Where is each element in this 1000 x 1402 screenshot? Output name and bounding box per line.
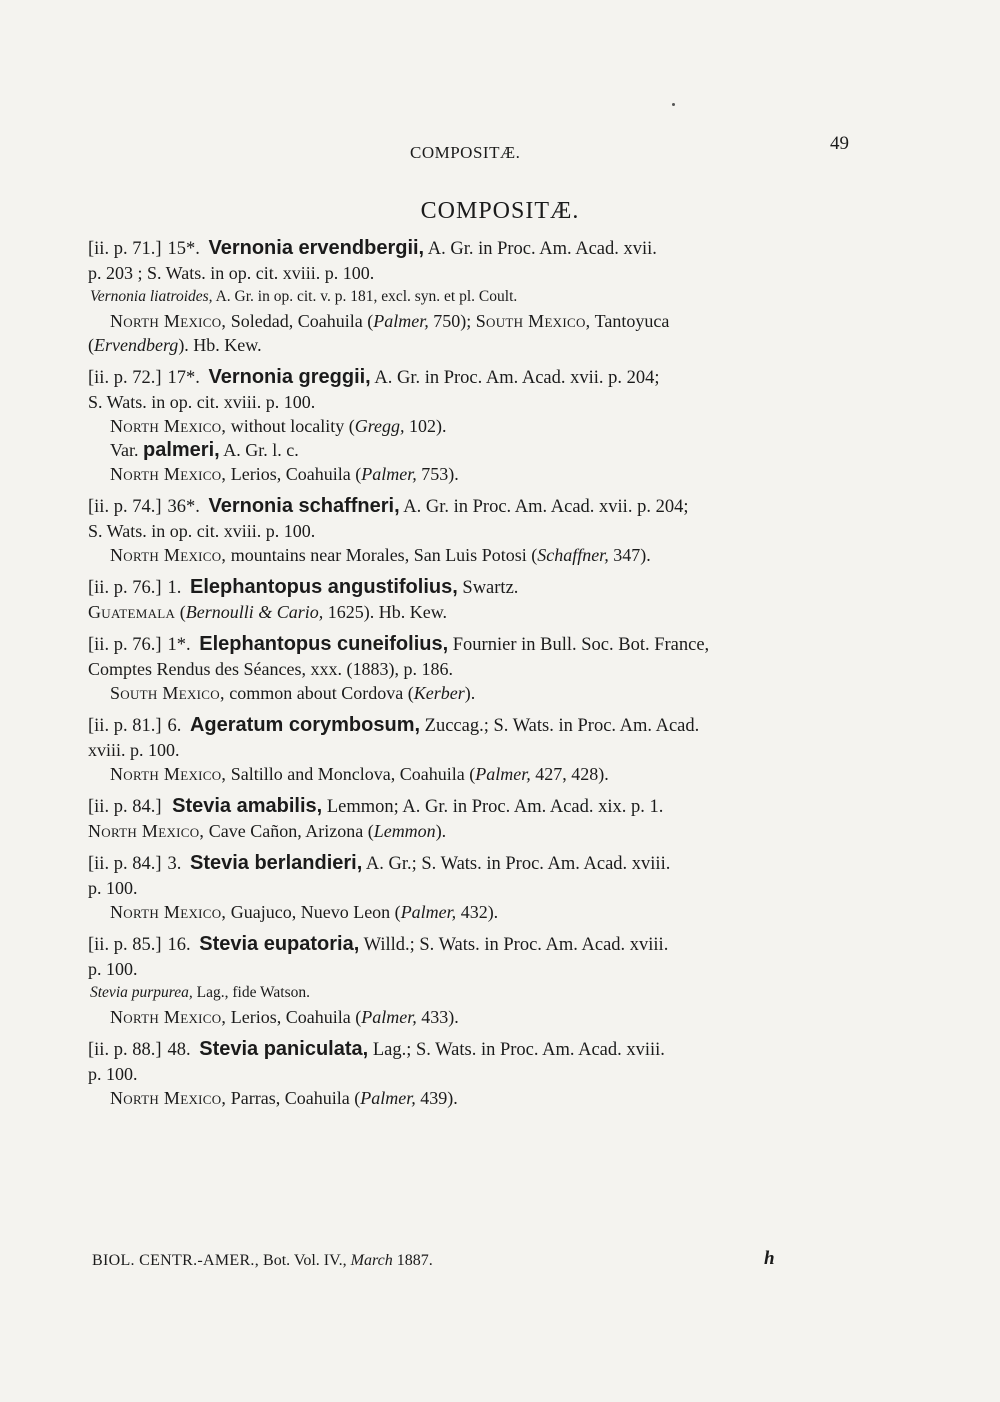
collector: Palmer,: [373, 311, 429, 331]
collector-number: 432).: [456, 902, 499, 922]
species-name: Stevia berlandieri,: [189, 852, 363, 874]
region: North Mexico,: [110, 545, 227, 565]
locality-text: common about Cordova (: [229, 683, 414, 703]
collector: Palmer,: [400, 902, 457, 922]
citation: Lemmon; A. Gr. in Proc. Am. Acad. xix. p. 1.: [326, 797, 664, 817]
locality-text-second: Tantoyuca: [594, 311, 670, 331]
page-number: 49: [830, 133, 849, 154]
citation: Willd.; S. Wats. in Proc. Am. Acad. xviii.: [363, 935, 669, 955]
synonym: [88, 285, 868, 309]
collector: Palmer,: [361, 1007, 417, 1027]
volume-reference: [ii. p. 84.]: [88, 854, 162, 874]
volume-reference: [ii. p. 76.]: [88, 578, 162, 598]
collector: Lemmon: [373, 821, 436, 841]
citation-continued: p. 100.: [88, 878, 138, 898]
region: North Mexico,: [110, 1088, 227, 1108]
locality: [88, 900, 868, 924]
collector-number: 750);: [428, 311, 476, 331]
region: North Mexico,: [110, 764, 227, 784]
locality-text: Cave Cañon, Arizona (: [208, 821, 374, 841]
species-name: Stevia paniculata,: [199, 1038, 369, 1060]
entry-heading: [88, 365, 868, 390]
synonym-citation: Lag., fide Watson.: [196, 984, 311, 1001]
citation: Zuccag.; S. Wats. in Proc. Am. Acad.: [424, 716, 700, 736]
species-number: 36*.: [167, 497, 200, 517]
species-entry: [88, 494, 868, 567]
species-name: Vernonia ervendbergii,: [208, 237, 425, 259]
entry-heading: [88, 494, 868, 519]
volume-reference: [ii. p. 88.]: [88, 1040, 162, 1060]
volume-reference: [ii. p. 72.]: [88, 368, 162, 388]
locality-text: Soledad, Coahuila (: [230, 311, 374, 331]
variety-heading: [88, 438, 868, 462]
species-name: Stevia eupatoria,: [199, 933, 360, 955]
citation-continued: xviii. p. 100.: [88, 740, 180, 760]
entry-heading: [88, 851, 868, 876]
volume-reference: [ii. p. 76.]: [88, 635, 162, 655]
region: North Mexico,: [88, 821, 205, 841]
locality-text: without locality (: [230, 416, 355, 436]
volume-reference: [ii. p. 71.]: [88, 239, 162, 259]
species-name: Vernonia greggii,: [208, 366, 371, 388]
locality-text: Saltillo and Monclova, Coahuila (: [230, 764, 476, 784]
citation-continued: Comptes Rendus des Séances, xxx. (1883), p. 186.: [88, 659, 453, 679]
citation-continued: p. 100.: [88, 1064, 138, 1084]
species-entry: [88, 794, 868, 843]
collector-number: 753).: [416, 464, 459, 484]
region: North Mexico,: [110, 464, 227, 484]
footer-citation: [92, 1252, 433, 1270]
collector: Kerber: [413, 683, 465, 703]
region: North Mexico,: [110, 416, 227, 436]
section-title: COMPOSITÆ.: [420, 198, 580, 224]
species-entry: [88, 1037, 868, 1110]
species-name: Ageratum corymbosum,: [189, 714, 421, 736]
collector-number: ).: [435, 821, 447, 841]
collector-number: 439).: [415, 1088, 458, 1108]
species-name: Elephantopus cuneifolius,: [199, 633, 449, 655]
region: North Mexico,: [110, 1007, 227, 1027]
species-entry: [88, 851, 868, 924]
species-entry: [88, 365, 868, 486]
footer-series: BIOL. CENTR.-AMER.,: [92, 1252, 260, 1269]
synonym-citation: A. Gr. in op. cit. v. p. 181, excl. syn. et pl. Coult.: [215, 288, 518, 305]
locality: [88, 1086, 868, 1110]
species-entry: [88, 713, 868, 786]
synonym-name: Vernonia liatroides,: [90, 288, 213, 305]
species-number: 17*.: [167, 368, 200, 388]
synonym-name: Stevia purpurea,: [90, 984, 193, 1001]
volume-reference: [ii. p. 74.]: [88, 497, 162, 517]
collector: Bernoulli & Cario,: [185, 602, 324, 622]
locality: [88, 543, 868, 567]
collector: Ervendberg: [94, 335, 179, 355]
locality-text: mountains near Morales, San Luis Potosi (: [230, 545, 538, 565]
entry-heading: [88, 713, 868, 738]
species-number: 6.: [167, 716, 182, 736]
locality: [88, 309, 868, 333]
entry-heading: [88, 632, 868, 657]
locality: [88, 819, 868, 843]
citation: Swartz.: [462, 578, 519, 598]
species-entry: [88, 632, 868, 705]
entry-heading: [88, 794, 868, 819]
locality: [88, 681, 868, 705]
region: North Mexico,: [110, 311, 227, 331]
collector: Palmer,: [475, 764, 531, 784]
species-number: 1*.: [167, 635, 191, 655]
species-name: Stevia amabilis,: [172, 795, 323, 817]
citation: A. Gr.; S. Wats. in Proc. Am. Acad. xviii.: [365, 854, 671, 874]
citation-continued: p. 100.: [88, 959, 138, 979]
species-entry: [88, 932, 868, 1029]
running-head: COMPOSITÆ.: [410, 143, 521, 162]
entry-heading: [88, 932, 868, 957]
species-number: 15*.: [167, 239, 200, 259]
footer-month: March: [350, 1252, 393, 1269]
ink-dot: [672, 103, 675, 106]
collector: Gregg,: [354, 416, 405, 436]
volume-reference: [ii. p. 85.]: [88, 935, 162, 955]
region-second: South Mexico,: [475, 311, 591, 331]
footer-volume: Bot. Vol. IV.,: [259, 1252, 351, 1269]
species-number: 48.: [167, 1040, 191, 1060]
citation-continued: S. Wats. in op. cit. xviii. p. 100.: [88, 521, 316, 541]
region: Guatemala: [88, 602, 176, 622]
collector-number: 347).: [608, 545, 651, 565]
citation: Lag.; S. Wats. in Proc. Am. Acad. xviii.: [372, 1040, 665, 1060]
citation: A. Gr. in Proc. Am. Acad. xvii.: [427, 239, 657, 259]
collector-number: ).: [464, 683, 476, 703]
locality: [88, 762, 868, 786]
citation: Fournier in Bull. Soc. Bot. France,: [452, 635, 710, 655]
citation-continued: S. Wats. in op. cit. xviii. p. 100.: [88, 392, 316, 412]
locality-text: Guajuco, Nuevo Leon (: [230, 902, 401, 922]
collector: Palmer,: [360, 1088, 416, 1108]
entry-heading: [88, 1037, 868, 1062]
variety-label: Var.: [110, 440, 139, 460]
collector-number: 427, 428).: [530, 764, 609, 784]
species-entry: [88, 575, 868, 624]
locality: [88, 1005, 868, 1029]
region: North Mexico,: [110, 902, 227, 922]
citation-continued: p. 203 ; S. Wats. in op. cit. xviii. p. 100.: [88, 263, 375, 283]
collector-number: 102).: [404, 416, 447, 436]
species-list: [88, 228, 868, 1110]
footer-year: 1887.: [392, 1252, 433, 1269]
species-number: 1.: [167, 578, 182, 598]
species-name: Vernonia schaffneri,: [208, 495, 400, 517]
locality: [88, 600, 868, 624]
species-number: 3.: [167, 854, 182, 874]
collector: Schaffner,: [537, 545, 609, 565]
collector-number: 1625). Hb. Kew.: [323, 602, 448, 622]
entry-heading: [88, 236, 868, 261]
herbarium: ). Hb. Kew.: [178, 335, 262, 355]
signature-mark: h: [764, 1248, 775, 1269]
locality: [88, 414, 868, 438]
locality-continued: (Ervendberg). Hb. Kew.: [88, 335, 262, 355]
volume-reference: [ii. p. 81.]: [88, 716, 162, 736]
variety-locality: [88, 462, 868, 486]
citation: A. Gr. in Proc. Am. Acad. xvii. p. 204;: [374, 368, 660, 388]
variety-name: palmeri,: [143, 439, 220, 461]
region: South Mexico,: [110, 683, 225, 703]
species-number: 16.: [167, 935, 191, 955]
collector-number: 433).: [416, 1007, 459, 1027]
species-entry: [88, 236, 868, 357]
synonym: [88, 981, 868, 1005]
citation: A. Gr. in Proc. Am. Acad. xvii. p. 204;: [403, 497, 689, 517]
locality-text: Parras, Coahuila (: [230, 1088, 361, 1108]
locality-text: Lerios, Coahuila (: [230, 464, 362, 484]
locality-text: Lerios, Coahuila (: [230, 1007, 362, 1027]
volume-reference: [ii. p. 84.]: [88, 797, 162, 817]
entry-heading: [88, 575, 868, 600]
variety-citation: A. Gr. l. c.: [223, 440, 299, 460]
collector: Palmer,: [361, 464, 417, 484]
species-name: Elephantopus angustifolius,: [189, 576, 458, 598]
locality-text: (: [175, 602, 186, 622]
